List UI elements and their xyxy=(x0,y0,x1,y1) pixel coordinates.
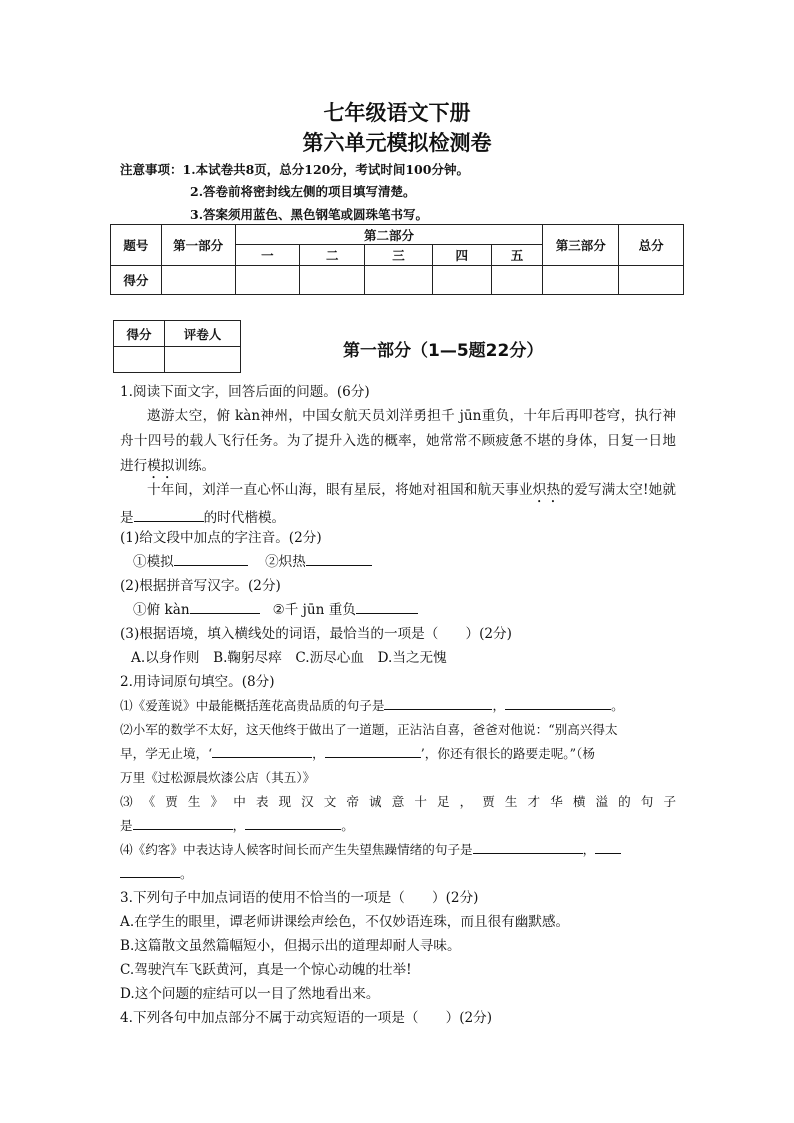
q3-option-a: A.在学生的眼里，谭老师讲课绘声绘色，不仅妙语连珠，而且很有幽默感。 xyxy=(120,914,570,930)
answer-blank[interactable] xyxy=(120,863,180,878)
q2-stem: 2.用诗词原句填空。(8分) xyxy=(120,674,275,690)
q2-item-3-line1: ⑶《贾生》中表现汉文帝诚意十足，贾生才华横溢的句子 xyxy=(120,794,676,809)
grader-score-cell[interactable] xyxy=(114,347,165,373)
header-sub-1: 一 xyxy=(235,245,300,266)
answer-blank[interactable] xyxy=(595,839,621,854)
score-cell[interactable] xyxy=(235,266,300,295)
q2-item-2-line3: 万里《过松源晨炊漆公店（其五）》 xyxy=(120,770,316,785)
q1-sub3: (3)根据语境，填入横线处的词语，最恰当的一项是（ ）(2分) xyxy=(120,626,512,642)
grader-score-label: 得分 xyxy=(114,321,165,347)
answer-blank[interactable] xyxy=(505,695,611,710)
score-cell[interactable] xyxy=(543,266,619,295)
dotted-word-chire: 炽热 xyxy=(532,482,561,498)
score-cell[interactable] xyxy=(161,266,235,295)
notice-label: 注意事项： xyxy=(120,162,183,177)
q2-item-1: ⑴《爱莲说》中最能概括莲花高贵品质的句子是 ， 。 xyxy=(120,695,624,714)
header-sub-3: 三 xyxy=(365,245,433,266)
q3-option-c: C.驾驶汽车飞跃黄河，真是一个惊心动魄的壮举! xyxy=(120,962,412,978)
notice-item-2: 2.答卷前将密封线左侧的项目填写清楚。 xyxy=(190,184,416,199)
notice-item-1: 注意事项：1.本试卷共8页，总分120分，考试时间100分钟。 xyxy=(120,162,469,177)
grader-table xyxy=(113,320,241,373)
q1-sub2: (2)根据拼音写汉字。(2分) xyxy=(120,578,281,594)
q2-item-2-line2: 早，学无止境，‘ ， ’，你还有很长的路要走呢。”（杨 xyxy=(120,743,595,762)
q1-sub2-items: ①俯 kàn ②千 jūn 重负 xyxy=(133,598,418,618)
q2-item-4-line2: 。 xyxy=(120,863,193,882)
answer-blank[interactable] xyxy=(245,815,341,830)
q1-passage-1: 遨游太空，俯 kàn神州，中国女航天员刘洋勇担千 jūn重负，十年后再叩苍穹，执行神舟十四号的载人飞行任务。为了提升入选的概率，她常常不顾疲惫不堪的身体，日复一日地进行模拟训练。 xyxy=(120,408,676,474)
header-sub-4: 四 xyxy=(432,245,491,266)
q3-stem: 3.下列句子中加点词语的使用不恰当的一项是（ ）(2分) xyxy=(120,890,479,906)
exam-title: 七年级语文下册 xyxy=(323,101,471,125)
q3-option-d: D.这个问题的症结可以一目了然地看出来。 xyxy=(120,986,380,1002)
header-sub-2: 二 xyxy=(300,245,365,266)
answer-blank[interactable] xyxy=(325,743,421,758)
answer-blank[interactable] xyxy=(134,507,204,522)
header-total: 总分 xyxy=(619,225,684,266)
header-part3: 第三部分 xyxy=(543,225,619,266)
q1-sub1-items: ①模拟 ②炽热 xyxy=(133,550,372,570)
answer-blank[interactable] xyxy=(306,551,372,566)
header-sub-5: 五 xyxy=(491,245,543,266)
grader-label: 评卷人 xyxy=(165,321,241,347)
header-part2: 第二部分 xyxy=(235,225,543,245)
score-cell[interactable] xyxy=(300,266,365,295)
score-cell[interactable] xyxy=(432,266,491,295)
score-cell[interactable] xyxy=(619,266,684,295)
header-tihao: 题号 xyxy=(111,225,162,266)
row-label-score: 得分 xyxy=(111,266,162,295)
q2-item-3-line2: 是 ， 。 xyxy=(120,815,354,834)
q1-passage-2: 十年间，刘洋一直心怀山海，眼有星辰，将她对祖国和航天事业炽热的爱写满太空!她就是 的时代楷模。 xyxy=(120,482,677,526)
notice-item-3: 3.答案须用蓝色、黑色钢笔或圆珠笔书写。 xyxy=(190,207,429,222)
answer-blank[interactable] xyxy=(473,839,583,854)
q1-sub1: (1)给文段中加点的字注音。(2分) xyxy=(120,530,322,546)
score-cell[interactable] xyxy=(365,266,433,295)
dotted-word-moni: 模拟 xyxy=(147,458,175,474)
score-cell[interactable] xyxy=(491,266,543,295)
answer-blank[interactable] xyxy=(356,599,418,614)
q4-stem: 4.下列各句中加点部分不属于动宾短语的一项是（ ）(2分) xyxy=(120,1010,493,1026)
q2-item-4-line1: ⑷《约客》中表达诗人候客时间长而产生失望焦躁情绪的句子是 ， xyxy=(120,839,621,858)
answer-blank[interactable] xyxy=(190,599,260,614)
header-part1: 第一部分 xyxy=(161,225,235,266)
q3-option-b: B.这篇散文虽然篇幅短小，但揭示出的道理却耐人寻味。 xyxy=(120,938,461,954)
answer-blank[interactable] xyxy=(133,815,233,830)
exam-subtitle: 第六单元模拟检测卷 xyxy=(302,131,492,155)
grader-name-cell[interactable] xyxy=(165,347,241,373)
q1-stem: 1.阅读下面文字，回答后面的问题。(6分) xyxy=(120,384,370,400)
q2-item-2-line1: ⑵小军的数学不太好，这天他终于做出了一道题，正沾沾自喜，爸爸对他说：“别高兴得太 xyxy=(120,722,618,737)
answer-blank[interactable] xyxy=(212,743,312,758)
q1-options: A.以身作则 B.鞠躬尽瘁 C.沥尽心血 D.当之无愧 xyxy=(131,650,447,666)
section-heading: 第一部分（1—5题22分） xyxy=(343,341,544,361)
answer-blank[interactable] xyxy=(174,551,248,566)
score-table xyxy=(110,224,684,295)
answer-blank[interactable] xyxy=(384,695,492,710)
